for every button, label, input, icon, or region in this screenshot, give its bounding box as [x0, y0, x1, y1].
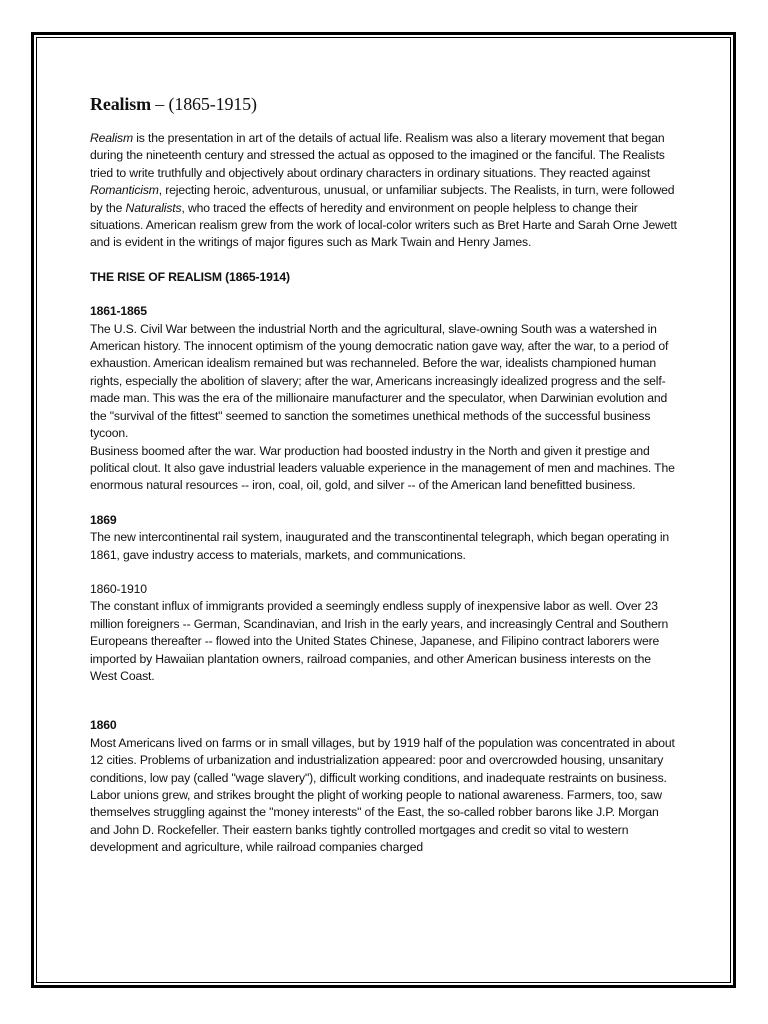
term-romanticism: Romanticism [90, 183, 159, 198]
heading-1861-1865: 1861-1865 [90, 304, 147, 319]
heading-1860: 1860 [90, 718, 117, 733]
document-title [90, 93, 680, 115]
term-naturalists: Naturalists [125, 200, 182, 215]
paragraph-1861-1865-a: The U.S. Civil War between the industrial North and the agricultural, slave-owning South was a watershed in American history. The innocent optimism of the young democratic nation gave way, after the war, to a period of exhaustion. American idealism remained but was rechanneled. Before the war, idealists championed human rights, especially the abolition of slavery; after the war, Americans increasingly idealized progress and the self-made man. This was the era of the millionaire manufacturer and the speculator, when Darwinian evolution and the "survival of the fittest" seemed to sanction the sometimes unethical methods of the successful business tycoon. [90, 321, 669, 441]
paragraph-1861-1865-b: Business boomed after the war. War production had boosted industry in the North and given it prestige and political clout. It also gave industrial leaders valuable experience in the management of men and machines. The enormous natural resources -- iron, coal, oil, gold, and silver -- of the American land benefitted business. [90, 443, 675, 493]
document-body [90, 93, 680, 857]
intro-text-2: , rejecting heroic, adventurous, unusual, or unfamiliar subjects. The Realists, in turn, were followed by the [90, 183, 675, 215]
title-dates: – (1865-1915) [150, 94, 257, 114]
title-main: Realism [90, 94, 151, 114]
intro-text-1: is the presentation in art of the details of actual life. Realism was also a literary movement that began during the nineteenth century and stressed the actual as opposed to the imagined or the fanciful. The Realists tried to write truthfully and objectively about ordinary characters in ordinary situations. They reacted against [90, 131, 665, 180]
intro-text-3: , who traced the effects of heredity and environment on people helpless to change their situations. American realism grew from the work of local-color writers such as Bret Harte and Sarah Orne Jewett and is evident in the writings of major figures such as Mark Twain and Henry James. [90, 200, 677, 250]
rise-heading: THE RISE OF REALISM (1865-1914) [90, 269, 290, 284]
paragraph-1860-1910: The constant influx of immigrants provided a seemingly endless supply of inexpensive labor as well. Over 23 million foreigners -- German, Scandinavian, and Irish in the early years, and increasingly Central and Southern Europeans thereafter -- flowed into the United States Chinese, Japanese, and Filipino contract laborers were imported by Hawaiian plantation owners, railroad companies, and other American business interests on the West Coast. [90, 599, 669, 683]
heading-1860-1910: 1860-1910 [90, 581, 147, 596]
paragraph-1860: Most Americans lived on farms or in small villages, but by 1919 half of the population was concentrated in about 12 cities. Problems of urbanization and industrialization appeared: poor and overcrowded housing, unsanitary conditions, low pay (called "wage slavery"), difficult working conditions, and inadequate restraints on business. Labor unions grew, and strikes brought the plight of working people to national awareness. Farmers, too, saw themselves struggling against the "money interests" of the East, the so-called robber barons like J.P. Morgan and John D. Rockefeller. Their eastern banks tightly controlled mortgages and credit so vital to western development and agriculture, while railroad companies charged [90, 735, 675, 855]
intro-paragraph [90, 130, 680, 252]
paragraph-1869: The new intercontinental rail system, inaugurated and the transcontinental telegraph, which began operating in 1861, gave industry access to materials, markets, and communications. [90, 530, 670, 562]
term-realism: Realism [90, 131, 133, 145]
heading-1869: 1869 [90, 512, 117, 527]
